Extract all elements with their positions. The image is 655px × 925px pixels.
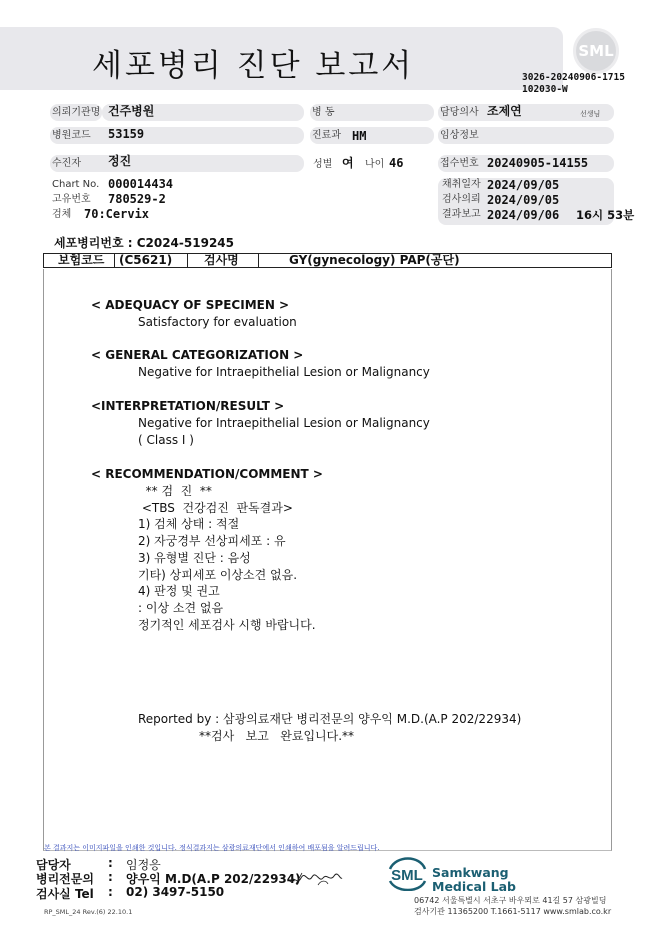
- rec-line: 3) 유형별 진단 : 음성: [138, 551, 251, 565]
- dept-label: [310, 127, 434, 144]
- hosp-code-value: 53159: [108, 127, 145, 141]
- rec-line: 4) 판정 및 권고: [138, 584, 220, 598]
- logo-mark-text: SML: [391, 867, 423, 884]
- rec-line: <TBS 건강검진 판독결과>: [138, 501, 293, 515]
- sex-value: 여: [342, 156, 354, 170]
- lab-address-line: 06742 서울특별시 서초구 바우뫼로 41길 57 삼광빌딩: [414, 896, 607, 905]
- chart-label: Chart No.: [52, 179, 100, 190]
- print-notice: 본 결과지는 이미지파일을 인쇄한 것입니다. 정식결과지는 삼광의료재단에서 인쇄하여 배포됨을 알려드립니다.: [44, 844, 380, 852]
- samkwang-logo-icon: [386, 857, 428, 891]
- ward-label-text: 병 동: [312, 107, 335, 118]
- pathologist-colon: :: [108, 870, 113, 884]
- ins-code-value: (C5621): [119, 253, 173, 267]
- lab-code-line: 검사기관 11365200 T.1661-5117 www.smlab.co.kr: [414, 907, 612, 916]
- lab-tel-value: 02) 3497-5150: [126, 885, 225, 899]
- patient-value: 정진: [108, 154, 132, 168]
- manager-colon: :: [108, 856, 113, 870]
- ward-label: [310, 104, 434, 121]
- receipt-label-text: 접수번호: [440, 158, 479, 169]
- test-name-label: 검사명: [204, 253, 239, 267]
- doc-number-line-2: 102030-W: [522, 84, 568, 95]
- doc-number: [522, 72, 625, 96]
- receipt-value: 20240905-14155: [487, 156, 589, 170]
- interpretation-text: Negative for Intraepithelial Lesion or Malignancy: [138, 416, 430, 430]
- lab-tel-label: 검사실 Tel: [36, 887, 94, 901]
- doc-number-line-1: 3026-20240906-1715: [522, 72, 625, 83]
- header-divider: [114, 254, 115, 267]
- signature-image: [288, 870, 344, 888]
- specimen-value: 70:Cervix: [84, 207, 150, 221]
- test-name-value: GY(gynecology) PAP(공단): [289, 253, 460, 267]
- rec-line: 기타) 상피세포 이상소견 없음.: [138, 568, 298, 582]
- sml-logo-icon: SML: [573, 28, 619, 74]
- patient-label: [50, 155, 304, 172]
- institution-label: 의뢰기관명: [50, 104, 102, 121]
- age-value: 46: [389, 156, 404, 170]
- specimen-label: 검체: [52, 209, 72, 220]
- result-label: 결과보고: [442, 209, 481, 220]
- age-label: 나이: [365, 159, 385, 170]
- result-value: 2024/09/06: [487, 208, 560, 222]
- logo-text-line-2: Medical Lab: [432, 879, 516, 894]
- manager-value: 임정응: [126, 858, 161, 872]
- lab-address: [414, 895, 611, 917]
- page-title: 세포병리 진단 보고서: [92, 48, 415, 84]
- doctor-value: 조제연: [487, 104, 522, 118]
- recommendation-title: < RECOMMENDATION/COMMENT >: [91, 467, 323, 481]
- rec-line: 2) 자궁경부 선상피세포 : 유: [138, 534, 286, 548]
- adequacy-text: Satisfactory for evaluation: [138, 315, 297, 329]
- interpretation-class: ( Class I ): [138, 433, 194, 447]
- hosp-code-label: [50, 127, 304, 144]
- rec-line: 정기적인 세포검사 시행 바랍니다.: [138, 618, 316, 632]
- report-body: [43, 269, 612, 851]
- result-time: 16시 53분: [576, 208, 635, 222]
- header-divider: [187, 254, 188, 267]
- dept-label-text: 진료과: [312, 130, 341, 141]
- hosp-code-label-text: 병원코드: [52, 130, 91, 141]
- report-complete: **검사 보고 완료입니다.**: [199, 729, 355, 743]
- clinical-label: [438, 127, 614, 144]
- general-text: Negative for Intraepithelial Lesion or Malignancy: [138, 365, 430, 379]
- pathologist-value: 양우익 M.D(A.P 202/22934): [126, 872, 301, 886]
- test-header-row: [43, 253, 612, 268]
- request-label: 검사의뢰: [442, 194, 481, 205]
- pathologist-label: 병리전문의: [36, 872, 94, 886]
- interpretation-title: <INTERPRETATION/RESULT >: [91, 399, 285, 413]
- unique-no-value: 780529-2: [108, 192, 166, 206]
- manager-label: 담당자: [36, 858, 71, 872]
- adequacy-title: < ADEQUACY OF SPECIMEN >: [91, 298, 290, 312]
- rec-line: : 이상 소견 없음: [138, 601, 224, 615]
- lab-tel-colon: :: [108, 885, 113, 899]
- header-divider: [258, 254, 259, 267]
- logo-text-line-1: Samkwang: [432, 865, 509, 880]
- unique-no-label: 고유번호: [52, 194, 91, 205]
- dept-value: HM: [352, 129, 367, 143]
- doctor-suffix: 선생님: [580, 110, 601, 118]
- ins-code-label: 보험코드: [58, 253, 105, 267]
- rec-line: ** 검 진 **: [138, 484, 212, 498]
- institution-value: 건주병원: [108, 104, 155, 118]
- collect-value: 2024/09/05: [487, 178, 560, 192]
- request-value: 2024/09/05: [487, 193, 560, 207]
- pathology-number: 세포병리번호 : C2024-519245: [54, 236, 234, 250]
- patient-label-text: 수진자: [52, 158, 81, 169]
- doctor-label-text: 담당의사: [440, 107, 479, 118]
- collect-label: 채취일자: [442, 179, 481, 190]
- form-code: RP_SML_24 Rev.(6) 22.10.1: [44, 908, 133, 916]
- samkwang-logo-text: [432, 866, 516, 894]
- reported-by: Reported by : 삼광의료재단 병리전문의 양우익 M.D.(A.P 202/22934): [138, 712, 522, 726]
- chart-value: 000014434: [108, 177, 174, 191]
- clinical-label-text: 임상정보: [440, 130, 479, 141]
- rec-line: 1) 검체 상태 : 적절: [138, 517, 240, 531]
- sex-label: 성별: [313, 159, 333, 170]
- general-title: < GENERAL CATEGORIZATION >: [91, 348, 304, 362]
